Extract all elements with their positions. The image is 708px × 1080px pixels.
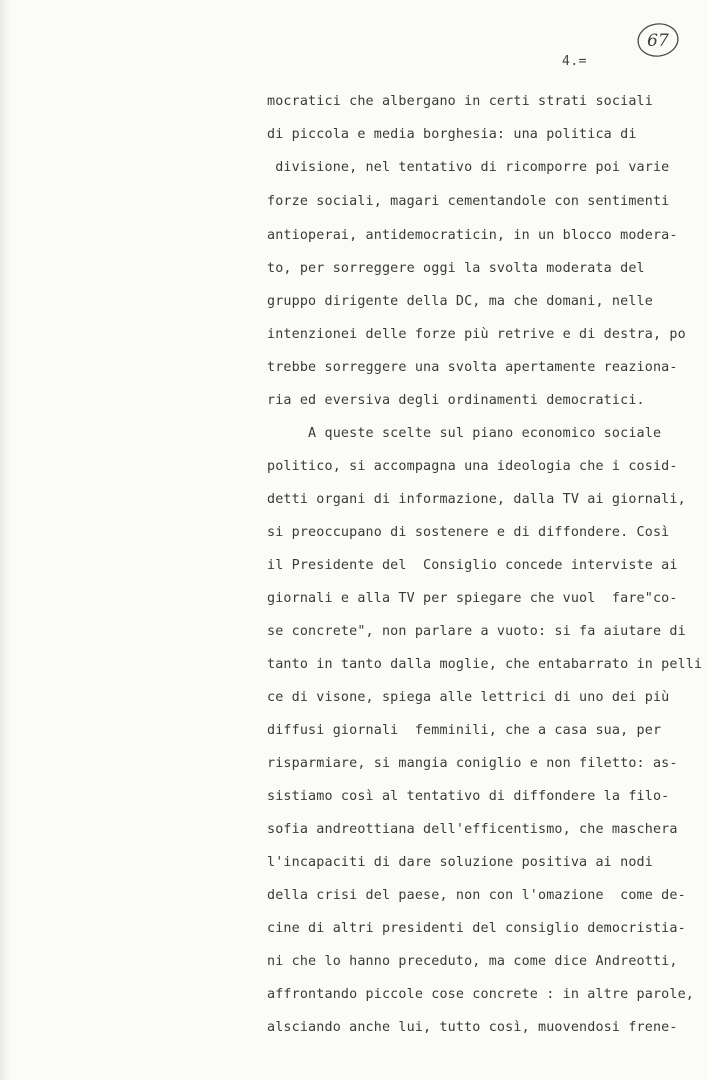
text-line: A queste scelte sul piano economico sociale [267, 426, 662, 441]
text-line: della crisi del paese, non con l'omazione come de- [267, 888, 686, 903]
text-line: se concrete", non parlare a vuoto: si fa aiutare di [267, 624, 686, 639]
text-line: tanto in tanto dalla moglie, che entabarrato in pelli [267, 657, 703, 672]
text-line: divisione, nel tentativo di ricomporre poi varie [267, 160, 670, 175]
text-line: sistiamo così al tentativo di diffondere la filo- [267, 789, 670, 804]
text-line: to, per sorreggere oggi la svolta moderata del [267, 261, 645, 276]
text-line: diffusi giornali femminili, che a casa sua, per [267, 723, 662, 738]
text-line: cine di altri presidenti del consiglio democristia- [267, 921, 686, 936]
text-line: detti organi di informazione, dalla TV ai giornali, [267, 492, 686, 507]
text-line: risparmiare, si mangia coniglio e non filetto: as- [267, 756, 678, 771]
text-line: forze sociali, magari cementandole con sentimenti [267, 194, 670, 209]
text-line: ni che lo hanno preceduto, ma come dice Andreotti, [267, 954, 678, 969]
text-line: il Presidente del Consiglio concede interviste ai [267, 558, 678, 573]
text-line: intenzionei delle forze più retrive e di destra, po [267, 327, 686, 342]
text-line: gruppo dirigente della DC, ma che domani, nelle [267, 294, 653, 309]
text-line: si preoccupano di sostenere e di diffondere. Così [267, 525, 670, 540]
archive-number: 67 [647, 31, 669, 51]
page-number: 4.= [562, 54, 587, 69]
text-line: sofia andreottiana dell'efficentismo, che maschera [267, 822, 678, 837]
text-line: alsciando anche lui, tutto così, muovendosi frene- [267, 1020, 678, 1035]
text-line: di piccola e media borghesia: una politica di [267, 127, 637, 142]
text-line: antioperai, antidemocraticin, in un blocco modera- [267, 228, 678, 243]
text-line: trebbe sorreggere una svolta apertamente reaziona- [267, 360, 678, 375]
text-line: politico, si accompagna una ideologia che i cosid- [267, 459, 678, 474]
text-line: mocratici che albergano in certi strati sociali [267, 94, 653, 109]
text-line: l'incapaciti di dare soluzione positiva ai nodi [267, 855, 653, 870]
text-line: giornali e alla TV per spiegare che vuol fare"co- [267, 591, 678, 606]
text-line: ce di visone, spiega alle lettrici di uno dei più [267, 690, 670, 705]
text-line: affrontando piccole cose concrete : in altre parole, [267, 987, 695, 1002]
text-line: ria ed eversiva degli ordinamenti democratici. [267, 393, 645, 408]
